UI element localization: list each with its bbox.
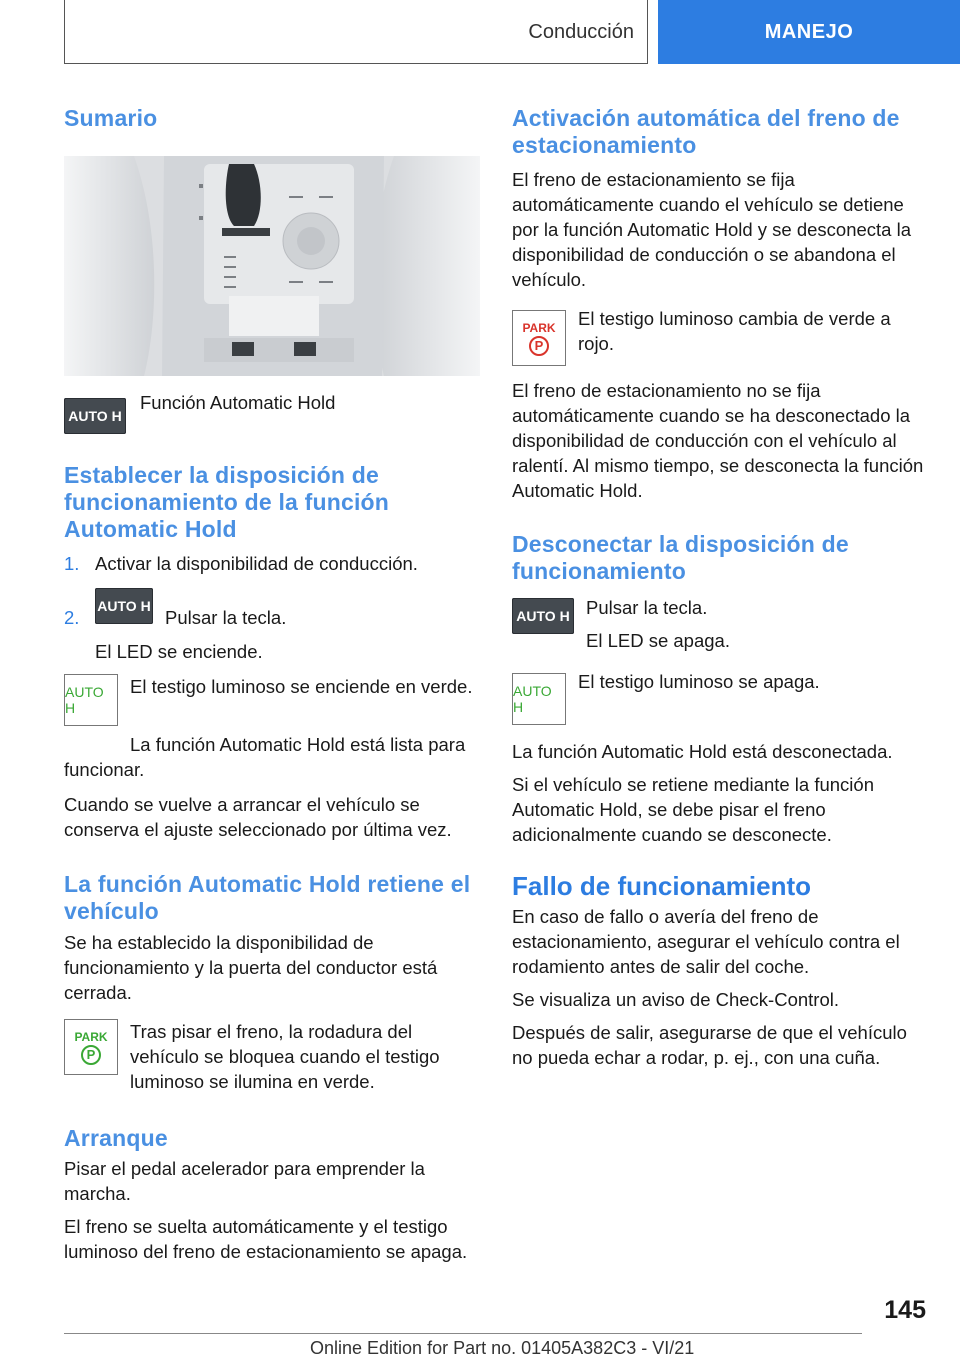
auto-h-button-icon: AUTO H bbox=[95, 588, 153, 624]
activacion-text: El freno de estacionamiento se fija automáticamente cuando el vehículo se detiene por la función Automatic Hold y se desconecta la disponibilidad de conducción o se abandona el vehículo. bbox=[512, 169, 912, 290]
header-section-title: Conducción bbox=[528, 20, 634, 43]
testigo-off-row bbox=[512, 669, 928, 725]
park-p-circle: P bbox=[81, 1045, 101, 1065]
led-on-text: El LED se enciende. bbox=[95, 641, 263, 662]
testigo-rojo-row bbox=[512, 306, 928, 366]
step-2-text: Pulsar la tecla. bbox=[165, 607, 287, 628]
step-2 bbox=[64, 588, 480, 630]
park-label: PARK bbox=[522, 320, 556, 335]
desconectar-heading: Desconectar la disposición de funcionamiento bbox=[512, 531, 849, 584]
desconectada-text: La función Automatic Hold está desconectada. bbox=[512, 741, 893, 762]
arranque-heading: Arranque bbox=[64, 1125, 168, 1151]
page-number: 145 bbox=[884, 1296, 926, 1324]
park-indicator-red-icon bbox=[512, 310, 566, 366]
lista-para-text: La función Automatic Hold está lista para funcionar. bbox=[64, 734, 466, 780]
pulsar-row bbox=[512, 595, 928, 653]
step-1-text: Activar la disponibilidad de conducción. bbox=[95, 553, 418, 574]
despues-text: Después de salir, asegurarse de que el vehículo no pueda echar a rodar, p. ej., con una cuña. bbox=[512, 1022, 907, 1068]
ajuste-text: Cuando se vuelve a arrancar el vehículo se conserva el ajuste seleccionado por última vez. bbox=[64, 794, 452, 840]
tras-pisar-text: Tras pisar el freno, la rodadura del vehículo se bloquea cuando el testigo luminoso se ilumina en verde. bbox=[130, 1021, 440, 1092]
arranque-text: Pisar el pedal acelerador para emprender la marcha. bbox=[64, 1158, 425, 1204]
fallo-text: En caso de fallo o avería del freno de estacionamiento, asegurar el vehículo contra el rodamiento antes de salir del coche. bbox=[512, 906, 900, 977]
auto-h-button-icon: AUTO H bbox=[512, 598, 574, 634]
testigo-on-text: El testigo luminoso se enciende en verde. bbox=[130, 676, 473, 697]
auto-h-button-icon: AUTO H bbox=[64, 398, 126, 434]
fallo-heading: Fallo de funcionamiento bbox=[512, 871, 812, 901]
auto-hold-caption: Función Automatic Hold bbox=[140, 392, 336, 413]
header-chapter-tab: MANEJO bbox=[658, 0, 960, 64]
step-1-number: 1. bbox=[64, 553, 80, 574]
retenido-text: Si el vehículo se retiene mediante la función Automatic Hold, se debe pisar el freno adicionalmente cuando se desconecte. bbox=[512, 774, 874, 845]
park-p-circle: P bbox=[529, 336, 549, 356]
auto-hold-caption-row bbox=[64, 390, 480, 434]
no-se-fija-text: El freno de estacionamiento no se fija automáticamente cuando se ha desconectado la disponibilidad de conducción con el vehículo al ralentí. Al mismo tiempo, se desconecta la función Automatic Hold. bbox=[512, 380, 924, 501]
suelta-text: El freno se suelta automáticamente y el testigo luminoso del freno de estacionamiento se apaga. bbox=[64, 1216, 468, 1262]
pulsar-text: Pulsar la tecla. bbox=[586, 597, 708, 618]
console-illustration bbox=[64, 156, 480, 376]
park-label: PARK bbox=[74, 1029, 108, 1044]
footer-divider bbox=[64, 1333, 862, 1334]
step-1 bbox=[64, 551, 480, 576]
sumario-heading: Sumario bbox=[64, 105, 158, 131]
aviso-text: Se visualiza un aviso de Check-Control. bbox=[512, 989, 839, 1010]
park-indicator-green-icon bbox=[64, 1019, 118, 1075]
establecer-heading: Establecer la disposición de funcionamiento de la función Automatic Hold bbox=[64, 462, 390, 542]
auto-h-indicator-green-icon: AUTO H bbox=[64, 674, 118, 726]
auto-h-indicator-green-icon: AUTO H bbox=[512, 673, 566, 725]
activacion-heading: Activación automática del freno de estacionamiento bbox=[512, 105, 900, 158]
tras-pisar-row bbox=[64, 1019, 480, 1094]
retiene-heading: La función Automatic Hold retiene el vehículo bbox=[64, 871, 471, 924]
right-column bbox=[512, 96, 928, 1070]
edition-footer: Online Edition for Part no. 01405A382C3 - VI/21 bbox=[310, 1338, 695, 1358]
console-photo bbox=[64, 156, 480, 376]
retiene-text: Se ha establecido la disponibilidad de funcionamiento y la puerta del conductor está cerrada. bbox=[64, 932, 438, 1003]
testigo-off-text: El testigo luminoso se apaga. bbox=[578, 671, 820, 692]
testigo-on-row bbox=[64, 674, 480, 726]
step-2-number: 2. bbox=[64, 607, 80, 628]
led-off-text: El LED se apaga. bbox=[586, 630, 730, 651]
left-column bbox=[64, 96, 480, 1264]
testigo-rojo-text: El testigo luminoso cambia de verde a rojo. bbox=[578, 308, 891, 354]
